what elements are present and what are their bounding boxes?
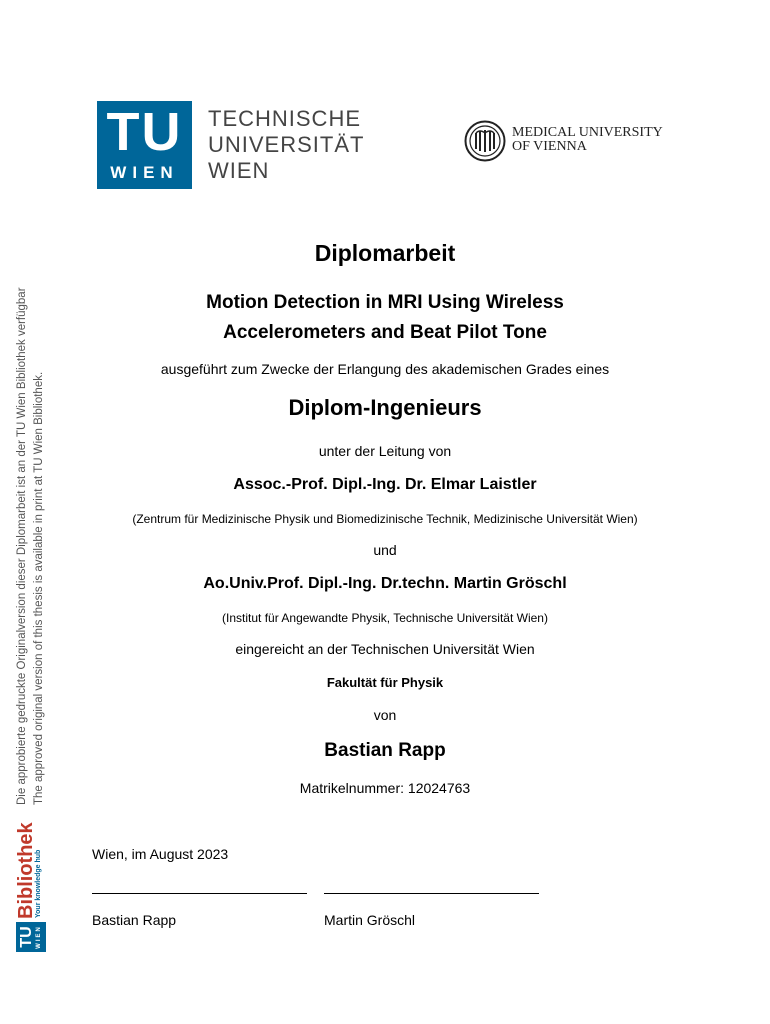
signature-line-left <box>92 893 307 894</box>
purpose-text: ausgeführt zum Zwecke der Erlangung des akademischen Grades eines <box>160 361 610 377</box>
bib-tu-mark <box>16 922 46 952</box>
meduni-name <box>512 126 663 154</box>
tu-bibliothek-logo <box>16 822 46 952</box>
thesis-title-line: Accelerometers and Beat Pilot Tone <box>223 322 547 343</box>
thesis-title-line: Motion Detection in MRI Using Wireless <box>206 292 564 313</box>
signature-name-left: Bastian Rapp <box>92 912 177 928</box>
supervision-text: unter der Leitung von <box>318 443 452 459</box>
tu-wien-logo <box>97 101 192 189</box>
thesis-title <box>0 288 770 348</box>
supervisor-2-affiliation: (Institut für Angewandte Physik, Technische Universität Wien) <box>222 611 548 625</box>
matrikel-number: Matrikelnummer: 12024763 <box>299 780 471 796</box>
tu-name-line: WIEN <box>208 158 270 183</box>
by-text: von <box>373 707 397 723</box>
bib-tu-letters: TU <box>18 926 35 948</box>
place-date: Wien, im August 2023 <box>92 846 229 862</box>
submitted-text: eingereicht an der Technischen Universität Wien <box>235 641 535 657</box>
tu-logo-wien: WIEN <box>110 163 179 182</box>
tu-name-line: TECHNISCHE <box>208 106 362 131</box>
tu-name-line: UNIVERSITÄT <box>208 132 365 157</box>
meduni-seal-icon <box>464 120 506 162</box>
bib-word: Bibliothek <box>15 822 37 919</box>
side-note-english: The approved original version of this thesis is available in print at TU Wien Bibliothek. <box>33 371 45 805</box>
tu-logo-letters: TU <box>106 102 183 162</box>
signature-name-right: Martin Gröschl <box>324 912 416 928</box>
author-name: Bastian Rapp <box>324 740 446 761</box>
bib-tagline: Your knowledge hub <box>35 849 42 918</box>
supervisor-1: Assoc.-Prof. Dipl.-Ing. Dr. Elmar Laistler <box>233 476 537 493</box>
bib-wien-letters: WIEN <box>36 925 42 949</box>
tu-wien-name <box>208 106 364 184</box>
degree: Diplom-Ingenieurs <box>288 395 482 420</box>
supervisor-2: Ao.Univ.Prof. Dipl.-Ing. Dr.techn. Martin Gröschl <box>203 575 567 592</box>
side-note-german: Die approbierte gedruckte Originalversion dieser Diplomarbeit ist an der TU Wien Bibliothek verfügbar <box>16 287 28 805</box>
signature-line-right <box>324 893 539 894</box>
meduni-line: OF VIENNA <box>512 139 587 154</box>
meduni-line: MEDICAL UNIVERSITY <box>512 125 663 140</box>
faculty: Fakultät für Physik <box>326 675 444 690</box>
supervisor-1-affiliation: (Zentrum für Medizinische Physik und Biomedizinische Technik, Medizinische Universität Wien) <box>132 512 638 526</box>
document-type: Diplomarbeit <box>314 240 456 266</box>
and-text: und <box>373 542 397 558</box>
